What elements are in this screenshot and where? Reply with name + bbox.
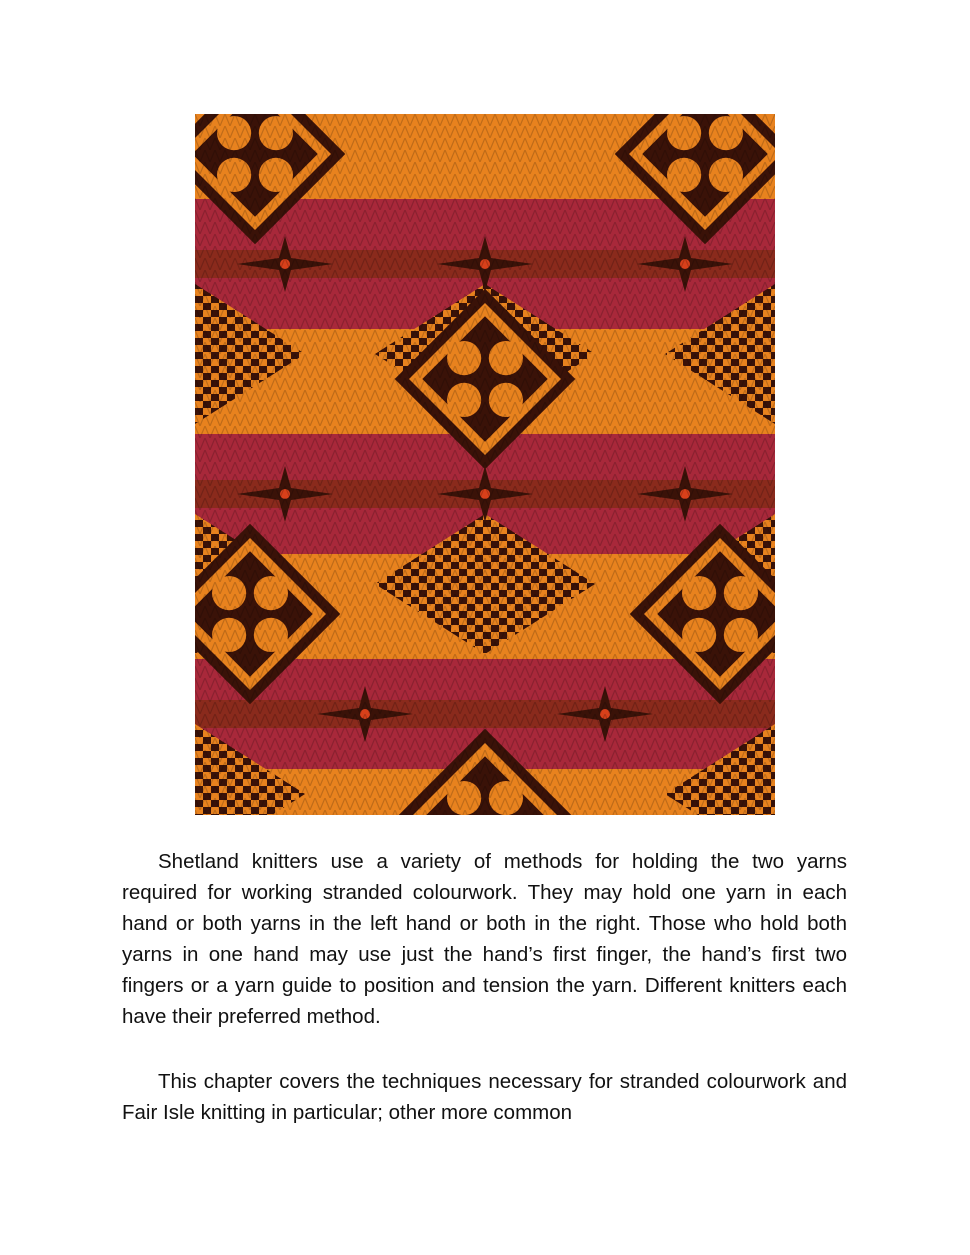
knitting-swatch-photo — [195, 114, 775, 815]
paragraph-2: This chapter covers the techniques necessary for stranded colourwork and Fair Isle knitting in particular; other more common — [122, 1070, 847, 1124]
paragraph-1: Shetland knitters use a variety of methods for holding the two yarns required for working stranded colourwork. They may hold one yarn in each hand or both yarns in the left hand or both in the right. Those who hold both yarns in one hand may use just the hand’s first finger, the hand’s first two fingers or a yarn guide to position and tension the yarn. Different knitters each have their preferred method. — [122, 850, 847, 1028]
